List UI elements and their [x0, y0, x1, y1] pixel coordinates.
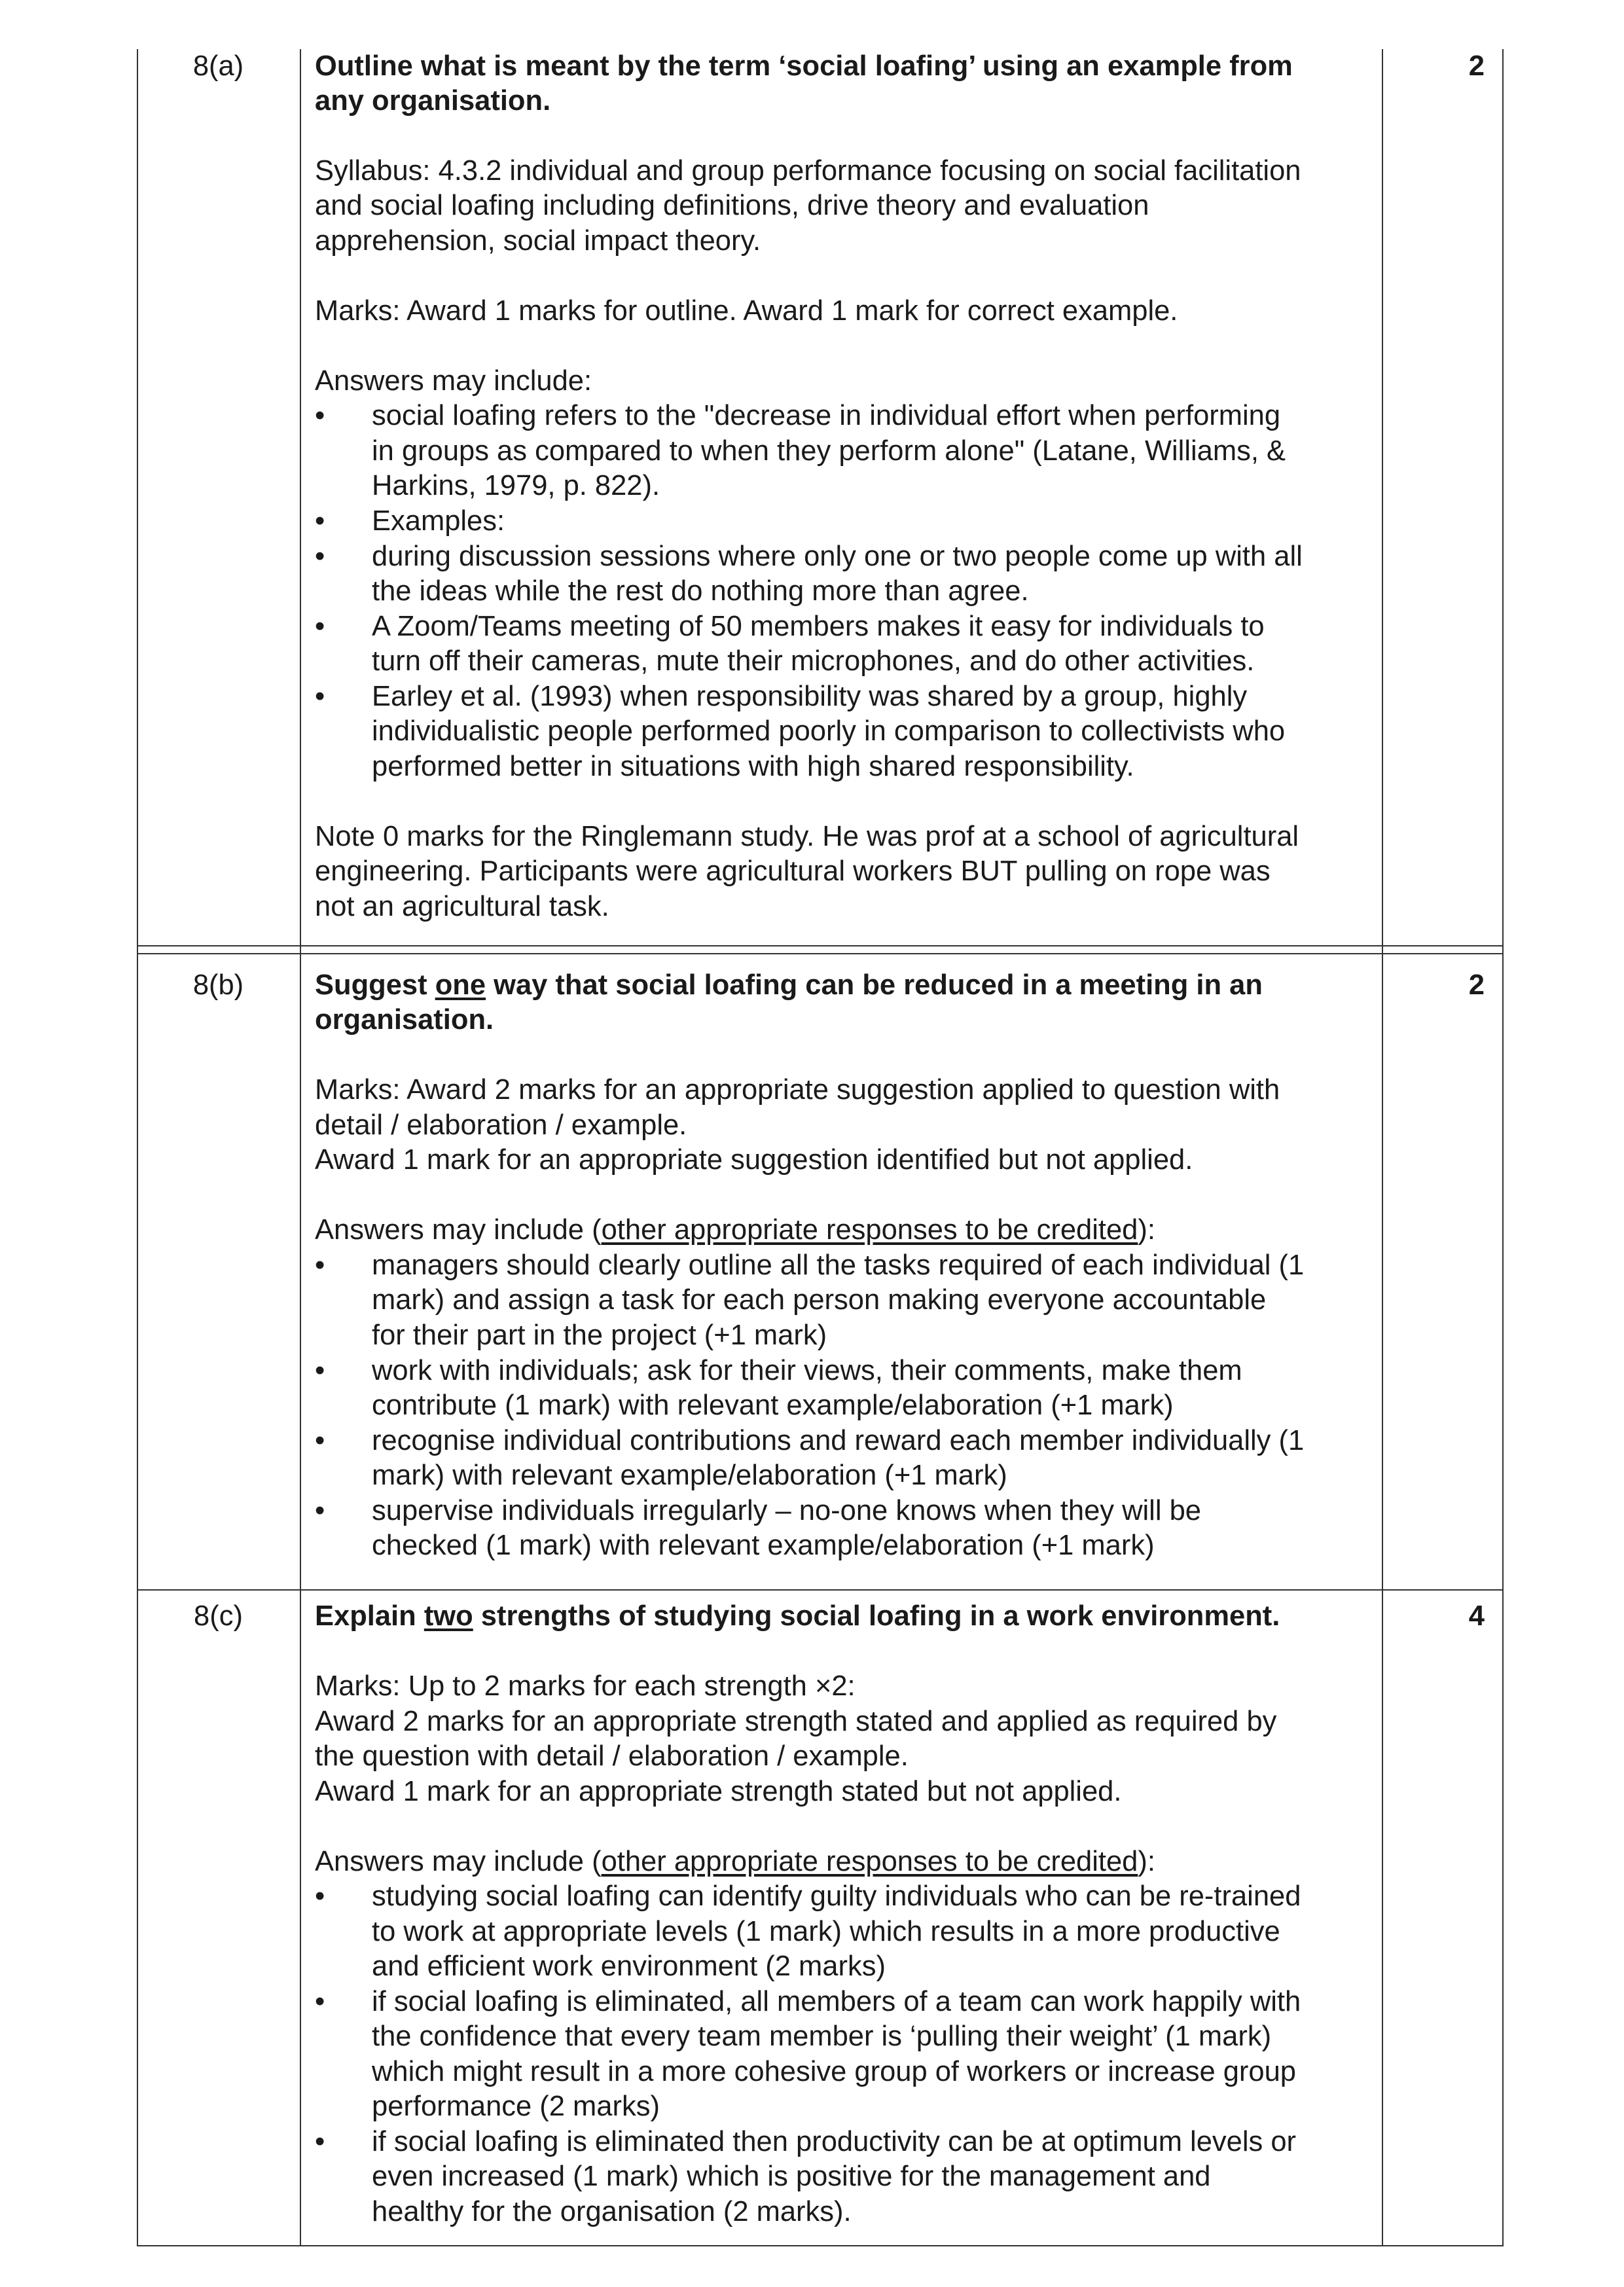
answer-line: A Zoom/Teams meeting of 50 members makes it easy for individuals to — [372, 611, 1265, 642]
marking-guidance: the question with detail / elaboration / example. — [315, 1740, 909, 1772]
answer-line: Earley et al. (1993) when responsibility was shared by a group, highly — [372, 681, 1248, 712]
answer-line: work with individuals; ask for their views, their comments, make them — [372, 1355, 1242, 1386]
answer-line: for their part in the project (+1 mark) — [372, 1320, 827, 1351]
question-number: 8(a) — [192, 50, 244, 82]
answer-line: to work at appropriate levels (1 mark) which results in a more productive — [372, 1916, 1280, 1947]
credit-note: other appropriate responses to be credited — [601, 1846, 1138, 1877]
marks-value: 4 — [1468, 1600, 1485, 1632]
answer-line: recognise individual contributions and reward each member individually (1 — [372, 1425, 1305, 1456]
answer-line: managers should clearly outline all the tasks required of each individual (1 — [372, 1250, 1305, 1281]
row-separator-b — [137, 1589, 1504, 1591]
question-text-line: any organisation. — [315, 85, 551, 117]
answer-line: in groups as compared to when they perform alone" (Latane, Williams, & — [372, 435, 1286, 467]
syllabus-line: and social loafing including definitions, drive theory and evaluation — [315, 190, 1149, 221]
answer-line: performance (2 marks) — [372, 2091, 660, 2122]
answer-line: turn off their cameras, mute their microphones, and do other activities. — [372, 645, 1255, 677]
row-separator-a-top — [137, 945, 1504, 946]
bullet-glyph: • — [315, 1250, 325, 1281]
table-divider-question — [300, 49, 301, 2245]
answer-line: individualistic people performed poorly in comparison to collectivists who — [372, 715, 1286, 747]
answer-line: performed better in situations with high shared responsibility. — [372, 751, 1134, 782]
answer-line: studying social loafing can identify guilty individuals who can be re-trained — [372, 1881, 1301, 1912]
answer-line: during discussion sessions where only one or two people come up with all — [372, 541, 1303, 572]
bullet-glyph: • — [315, 1425, 325, 1456]
note-line: engineering. Participants were agricultural workers BUT pulling on rope was — [315, 855, 1271, 887]
emphasis-one: one — [435, 969, 486, 1001]
bullet-glyph: • — [315, 400, 325, 431]
answer-line: social loafing refers to the "decrease in individual effort when performing — [372, 400, 1281, 431]
question-text-line: organisation. — [315, 1004, 494, 1035]
question-number: 8(c) — [194, 1600, 243, 1632]
answer-line: even increased (1 mark) which is positive for the management and — [372, 2161, 1211, 2192]
bullet-glyph: • — [315, 541, 325, 572]
table-border-right — [1502, 49, 1504, 2245]
answer-line: checked (1 mark) with relevant example/elaboration (+1 mark) — [372, 1530, 1155, 1561]
table-divider-marks — [1382, 49, 1383, 2245]
bullet-glyph: • — [315, 2126, 325, 2157]
bullet-glyph: • — [315, 505, 325, 537]
answer-line: if social loafing is eliminated, all members of a team can work happily with — [372, 1986, 1301, 2017]
table-border-bottom — [137, 2245, 1504, 2246]
bullet-glyph: • — [315, 1355, 325, 1386]
answer-line: and efficient work environment (2 marks) — [372, 1951, 886, 1982]
answer-line: which might result in a more cohesive group of workers or increase group — [372, 2056, 1296, 2087]
marks-value: 2 — [1468, 969, 1485, 1001]
answer-line: if social loafing is eliminated then productivity can be at optimum levels or — [372, 2126, 1297, 2157]
answer-line: Harkins, 1979, p. 822). — [372, 470, 660, 501]
marking-guidance: Award 2 marks for an appropriate strength stated and applied as required by — [315, 1706, 1277, 1737]
note-line: Note 0 marks for the Ringlemann study. He was prof at a school of agricultural — [315, 821, 1299, 852]
marking-guidance: Marks: Up to 2 marks for each strength ×2: — [315, 1670, 856, 1702]
bullet-glyph: • — [315, 1495, 325, 1526]
syllabus-line: Syllabus: 4.3.2 individual and group performance focusing on social facilitation — [315, 155, 1301, 187]
marking-guidance: Marks: Award 1 marks for outline. Award 1 mark for correct example. — [315, 295, 1178, 327]
syllabus-line: apprehension, social impact theory. — [315, 225, 761, 257]
emphasis-two: two — [424, 1600, 473, 1632]
bullet-glyph: • — [315, 611, 325, 642]
answers-intro: Answers may include (other appropriate responses to be credited): — [315, 1214, 1155, 1246]
marking-guidance: Award 1 mark for an appropriate strength stated but not applied. — [315, 1776, 1122, 1807]
table-border-left — [137, 49, 138, 2245]
bullet-glyph: • — [315, 681, 325, 712]
answer-line: healthy for the organisation (2 marks). — [372, 2196, 852, 2227]
answer-line: the confidence that every team member is ‘pulling their weight’ (1 mark) — [372, 2021, 1272, 2052]
marking-guidance: Award 1 mark for an appropriate suggestion identified but not applied. — [315, 1144, 1193, 1176]
question-text-line: Explain two strengths of studying social loafing in a work environment. — [315, 1600, 1280, 1632]
note-line: not an agricultural task. — [315, 891, 609, 922]
answer-line: supervise individuals irregularly – no-one knows when they will be — [372, 1495, 1201, 1526]
answer-line: the ideas while the rest do nothing more than agree. — [372, 575, 1029, 607]
credit-note: other appropriate responses to be credited — [601, 1214, 1138, 1246]
answer-line: mark) with relevant example/elaboration (+1 mark) — [372, 1460, 1007, 1491]
marking-guidance: detail / elaboration / example. — [315, 1109, 687, 1141]
question-text-line: Outline what is meant by the term ‘social loafing’ using an example from — [315, 50, 1293, 82]
answer-line: mark) and assign a task for each person making everyone accountable — [372, 1284, 1267, 1316]
answers-intro: Answers may include (other appropriate responses to be credited): — [315, 1846, 1155, 1877]
answer-line: contribute (1 mark) with relevant example/elaboration (+1 mark) — [372, 1390, 1174, 1421]
answers-intro: Answers may include: — [315, 365, 592, 397]
answer-line: Examples: — [372, 505, 505, 537]
question-number: 8(b) — [192, 969, 244, 1001]
row-separator-a-bottom — [137, 953, 1504, 954]
question-text-line: Suggest one way that social loafing can be reduced in a meeting in an — [315, 969, 1263, 1001]
bullet-glyph: • — [315, 1986, 325, 2017]
marking-guidance: Marks: Award 2 marks for an appropriate suggestion applied to question with — [315, 1074, 1280, 1106]
bullet-glyph: • — [315, 1881, 325, 1912]
marks-value: 2 — [1468, 50, 1485, 82]
